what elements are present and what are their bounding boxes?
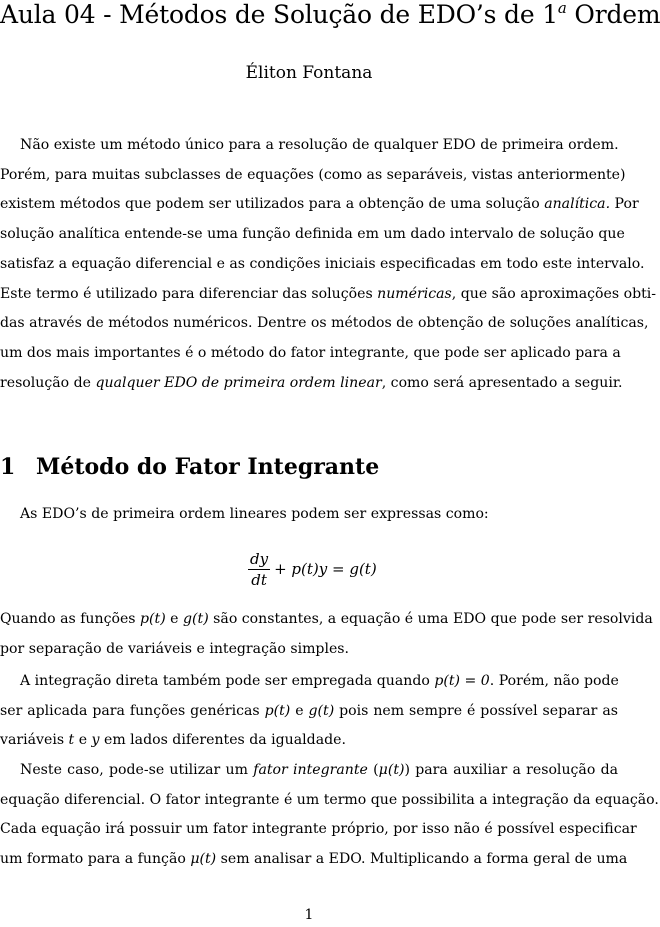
math: g(t) [183, 611, 209, 627]
fraction-denominator: dt [251, 570, 267, 589]
math: μ(t) [190, 851, 217, 868]
math: μ(t) [378, 762, 405, 778]
intro-text: resolução de [0, 374, 96, 391]
paragraph-4 [0, 756, 659, 875]
text: Quando as funções [0, 611, 141, 627]
eq-op: = [327, 560, 350, 578]
intro-line: Porém, para muitas subclasses de equações (como as separáveis, vistas anteriormente) [0, 166, 626, 183]
paragraph-line [0, 605, 653, 635]
text: um formato para a função [0, 851, 191, 868]
text: A integração direta também pode ser empregada quando [20, 673, 435, 689]
intro-line: solução analítica entende-se uma função definida em um dado intervalo de solução que [0, 226, 625, 243]
intro-text: , como será apresentado a seguir. [381, 374, 623, 391]
paragraph-line: As EDO’s de primeira ordem lineares podem ser expressas como: [20, 506, 489, 522]
text: Neste caso, pode-se utilizar um [20, 762, 254, 778]
text: . Porém, não pode [489, 673, 619, 689]
paragraph-line [0, 756, 618, 786]
text: são constantes, a equação é uma EDO que pode ser resolvida [208, 611, 653, 627]
paragraph-line [0, 726, 618, 756]
intro-italic: analítica. [544, 196, 611, 213]
intro-line [0, 280, 657, 310]
text: variáveis [0, 732, 69, 749]
section-number: 1 [0, 454, 16, 480]
section-title: Método do Fator Integrante [36, 454, 380, 480]
text: e [290, 702, 309, 719]
eq-term: p(t)y [291, 560, 328, 578]
intro-line [0, 190, 639, 220]
equation-rest [274, 560, 377, 578]
math: y [91, 732, 100, 749]
equation [248, 546, 377, 592]
paragraph-line: Cada equação irá possuir um fator integrante próprio, por isso não é possível especificar [0, 821, 637, 838]
title-superscript: a [557, 0, 567, 17]
intro-text: existem métodos que podem ser utilizados para a obtenção de uma solução [0, 196, 545, 213]
title-suffix: Ordem [566, 0, 660, 29]
author-name: Éliton Fontana [245, 63, 373, 83]
intro-line [0, 369, 623, 399]
eq-op: + [274, 560, 292, 578]
math: t [68, 732, 75, 749]
intro-text: Por [610, 196, 639, 213]
fraction [248, 550, 270, 589]
text: sem analisar a EDO. Multiplicando a forma geral de uma [216, 851, 628, 868]
text: e [74, 732, 92, 749]
italic: fator integrante [253, 762, 368, 778]
page-number: 1 [304, 907, 314, 923]
text: ) para auxiliar a resolução da [404, 762, 618, 778]
paragraph-3 [0, 667, 618, 756]
text: pois nem sempre é possível separar as [334, 702, 618, 719]
math: g(t) [308, 702, 335, 719]
intro-italic: qualquer EDO de primeira ordem linear [95, 374, 382, 391]
section-heading [0, 452, 618, 482]
intro-line: satisfaz a equação diferencial e as condições iniciais especificadas em todo este intervalo. [0, 255, 645, 272]
paragraph-line [0, 845, 628, 875]
intro-line: Não existe um método único para a resolução de qualquer EDO de primeira ordem. [20, 137, 619, 153]
paragraph-line: equação diferencial. O fator integrante é um termo que possibilita a integração da equação. [0, 791, 659, 808]
math: p(t) = 0 [434, 673, 490, 689]
eq-term: g(t) [349, 560, 377, 578]
intro-text: , que são aproximações obti- [451, 285, 657, 302]
paragraph-line [0, 697, 618, 727]
paragraph-line: por separação de variáveis e integração simples. [0, 640, 350, 657]
intro-paragraph [0, 131, 657, 398]
text: em lados diferentes da igualdade. [99, 732, 346, 749]
title-text: Aula 04 - Métodos de Solução de EDO’s de 1 [0, 0, 558, 29]
intro-italic: numéricas [377, 285, 452, 302]
intro-line: um dos mais importantes é o método do fator integrante, que pode ser aplicado para a [0, 344, 621, 361]
paragraph-line [0, 667, 618, 697]
text: ser aplicada para funções genéricas [0, 702, 265, 719]
paragraph-2 [0, 605, 653, 664]
intro-line: das através de métodos numéricos. Dentre os métodos de obtenção de soluções analíticas, [0, 315, 649, 332]
fraction-numerator: dy [250, 549, 269, 568]
text: e [165, 611, 184, 627]
document-title [0, 0, 660, 30]
math: p(t) [264, 702, 291, 719]
intro-text: Este termo é utilizado para diferenciar das soluções [0, 285, 378, 302]
math: p(t) [140, 611, 166, 627]
paragraph-1 [0, 500, 618, 530]
text: ( [367, 762, 379, 778]
